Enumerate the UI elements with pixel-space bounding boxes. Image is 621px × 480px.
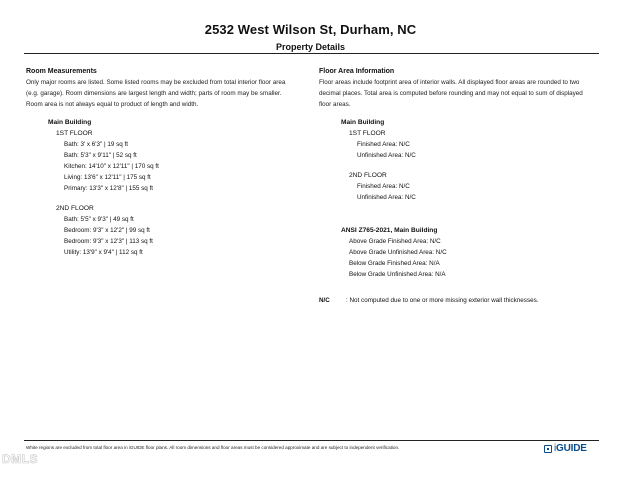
header-divider (24, 53, 599, 54)
floor-area-heading: Floor Area Information (319, 68, 395, 75)
note-line: decimal places. Total area is computed before rounding and may not equal to sum of displayed (319, 90, 583, 97)
floor-1st (56, 128, 311, 194)
page-title: 2532 West Wilson St, Durham, NC (204, 22, 417, 37)
floor-name: 1ST FLOOR (56, 130, 93, 137)
main-building-areas (341, 117, 604, 203)
main-building-rooms (48, 117, 311, 258)
floor-name: 2ND FLOOR (56, 205, 94, 212)
room-item: Primary: 13'3" x 12'8" | 155 sq ft (64, 185, 154, 192)
note-line: Room area is not always equal to product of length and width. (26, 101, 199, 108)
room-measurements-section (26, 66, 311, 258)
footer-divider (24, 440, 599, 441)
room-item: Bath: 5'5" x 9'3" | 49 sq ft (64, 216, 134, 223)
note-line: Only major rooms are listed. Some listed rooms may be excluded from total interior floor area (26, 79, 286, 86)
brand-prefix: i (554, 443, 557, 454)
legend-text: : Not computed due to one or more missing exterior wall thicknesses. (346, 297, 539, 304)
floor-2nd (349, 170, 604, 203)
note-line: (e.g. garage). Room dimensions are largest length and width; parts of room may be smaller. (26, 90, 282, 97)
note-line: Floor areas include footprint area of interior walls. All displayed floor areas are rounded to two (319, 79, 580, 86)
ansi-item: Above Grade Unfinished Area: N/C (349, 249, 447, 256)
mls-watermark: DMLS (2, 452, 38, 466)
page-subtitle: Property Details (275, 42, 346, 52)
building-name: Main Building (341, 119, 385, 126)
floor-area-section (319, 66, 604, 280)
legend-key: N/C (319, 297, 330, 304)
nc-legend (319, 297, 539, 304)
ansi-title: ANSI Z765-2021, Main Building (341, 227, 438, 234)
note-line: floor areas. (319, 101, 351, 108)
area-item: Finished Area: N/C (357, 183, 410, 190)
ansi-item: Below Grade Unfinished Area: N/A (349, 271, 446, 278)
area-item: Unfinished Area: N/C (357, 152, 416, 159)
footer-disclaimer: White regions are excluded from total floor area in iGUIDE floor plans. All room dimensions and floor areas must be considered approximate and are subject to independent verification. (26, 445, 400, 450)
room-measurements-heading: Room Measurements (26, 68, 97, 75)
area-item: Unfinished Area: N/C (357, 194, 416, 201)
room-item: Living: 13'6" x 12'11" | 175 sq ft (64, 174, 151, 181)
iguide-logo (544, 443, 587, 454)
room-measurements-note (26, 77, 311, 110)
ansi-section (341, 225, 604, 280)
room-item: Bedroom: 9'3" x 12'3" | 113 sq ft (64, 238, 153, 245)
area-item: Finished Area: N/C (357, 141, 410, 148)
room-item: Bedroom: 9'3" x 12'2" | 99 sq ft (64, 227, 150, 234)
floor-name: 1ST FLOOR (349, 130, 386, 137)
floor-2nd (56, 203, 311, 258)
floor-1st (349, 128, 604, 161)
room-item: Bath: 5'3" x 9'11" | 52 sq ft (64, 152, 137, 159)
floor-name: 2ND FLOOR (349, 172, 387, 179)
room-item: Bath: 3' x 6'3" | 19 sq ft (64, 141, 129, 148)
room-item: Kitchen: 14'10" x 12'11" | 170 sq ft (64, 163, 159, 170)
brand-text (554, 443, 587, 454)
iguide-logo-icon (544, 445, 552, 453)
brand-name: GUIDE (556, 443, 587, 454)
room-item: Utility: 13'9" x 9'4" | 112 sq ft (64, 249, 143, 256)
building-name: Main Building (48, 119, 92, 126)
ansi-item: Below Grade Finished Area: N/A (349, 260, 440, 267)
ansi-item: Above Grade Finished Area: N/C (349, 238, 441, 245)
floor-area-note (319, 77, 604, 110)
